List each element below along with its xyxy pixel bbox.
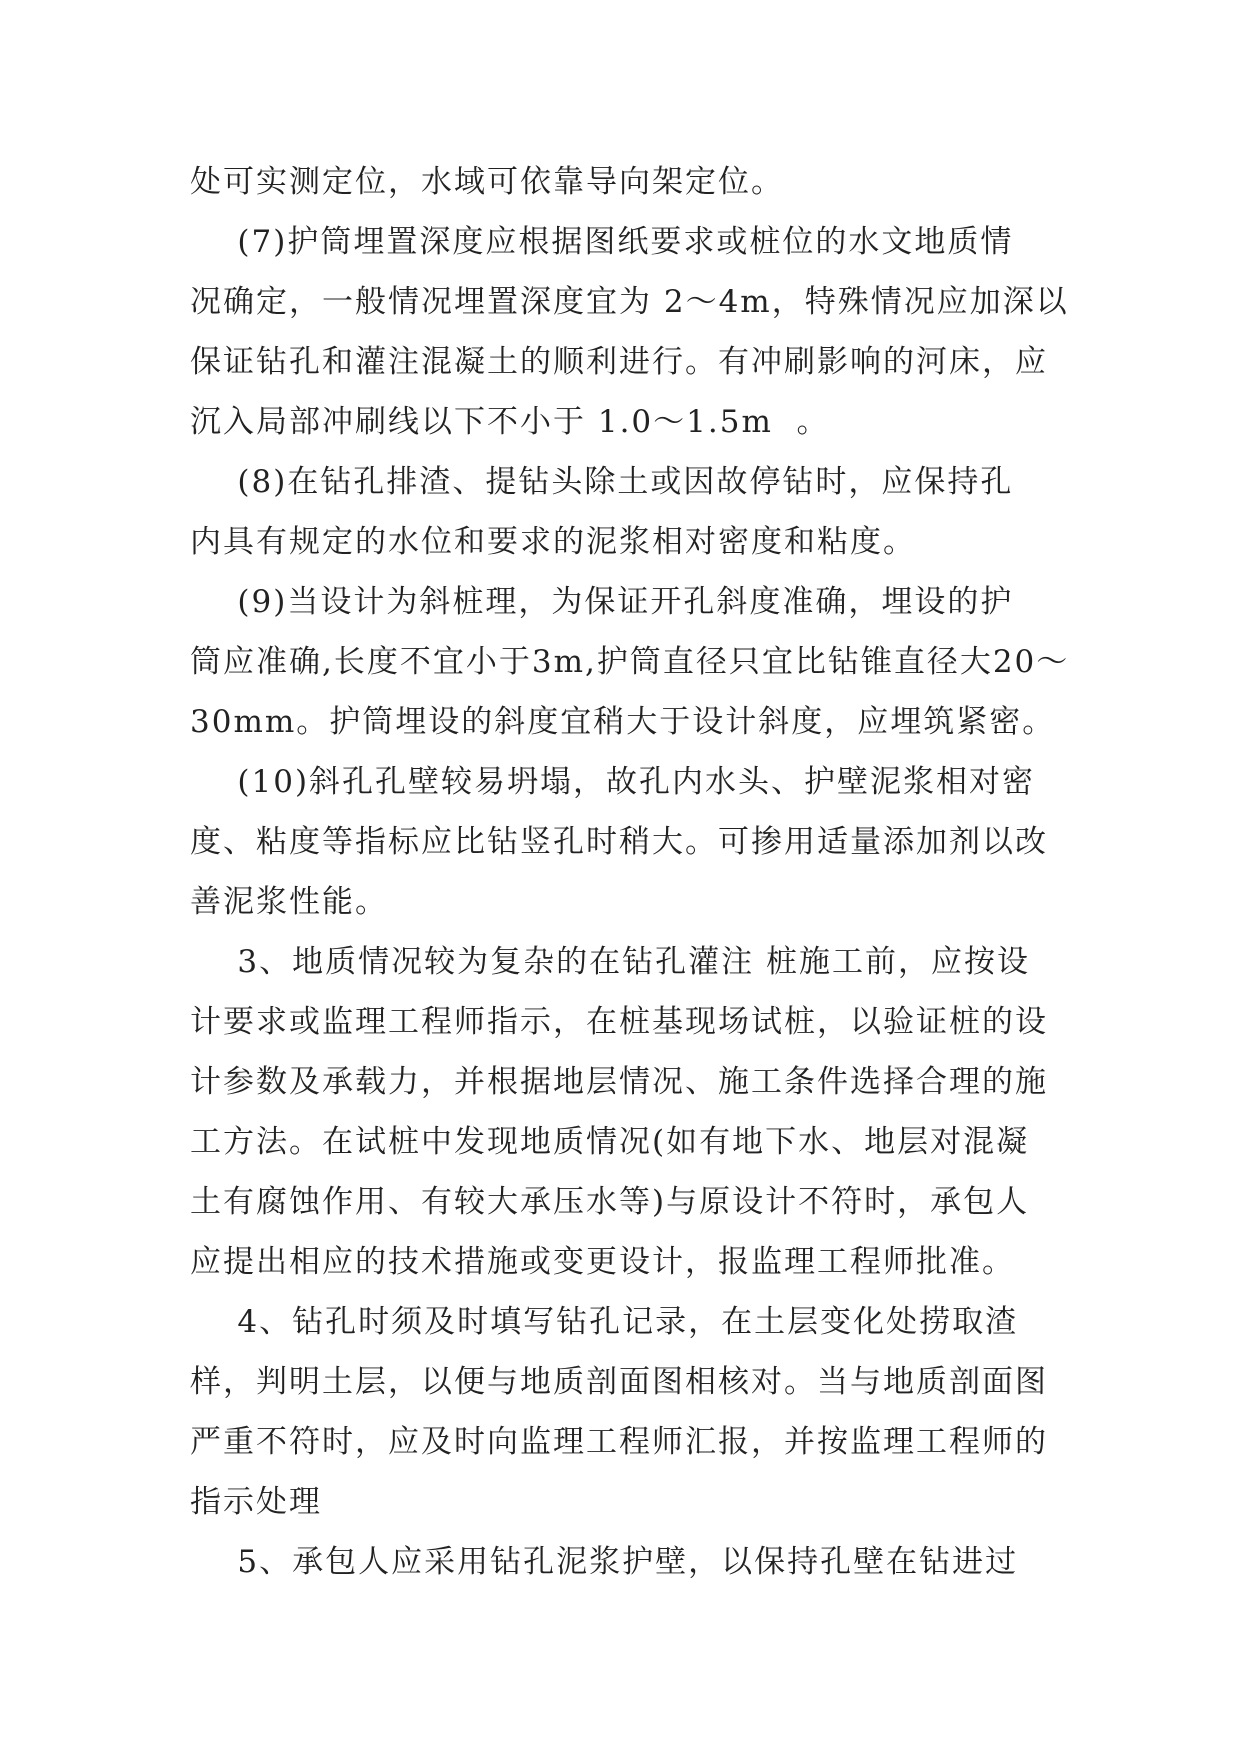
paragraph: [190, 452, 1050, 572]
text-line: 内具有规定的水位和要求的泥浆相对密度和粘度。: [190, 524, 916, 560]
text-line: 沉入局部冲刷线以下不小于 1.0～1.5m 。: [190, 404, 830, 440]
text-line: 土有腐蚀作用、有较大承压水等)与原设计不符时，承包人: [190, 1184, 1030, 1220]
text-line: 善泥浆性能。: [190, 884, 388, 920]
text-line: 5、承包人应采用钻孔泥浆护壁，以保持孔壁在钻进过: [190, 1544, 1019, 1580]
paragraph: [190, 572, 1070, 752]
text-line: 计要求或监理工程师指示，在桩基现场试桩，以验证桩的设: [190, 1004, 1048, 1040]
paragraph: [190, 212, 1069, 452]
text-line: 指示处理: [190, 1484, 322, 1520]
text-line: 3、地质情况较为复杂的在钻孔灌注 桩施工前，应按设: [190, 944, 1030, 980]
text-line: (10)斜孔孔壁较易坍塌，故孔内水头、护壁泥浆相对密: [190, 764, 1036, 800]
text-line: 度、粘度等指标应比钻竖孔时稍大。可掺用适量添加剂以改: [190, 824, 1048, 860]
paragraph: [190, 932, 1050, 1292]
text-line: 样，判明土层，以便与地质剖面图相核对。当与地质剖面图: [190, 1364, 1048, 1400]
text-line: 应提出相应的技术措施或变更设计，报监理工程师批准。: [190, 1244, 1015, 1280]
text-line: 保证钻孔和灌注混凝土的顺利进行。有冲刷影响的河床，应: [190, 344, 1048, 380]
text-line: 处可实测定位，水域可依靠导向架定位。: [190, 164, 784, 200]
paragraph: [190, 1292, 1050, 1532]
paragraph: [190, 1532, 1050, 1592]
paragraph: [190, 152, 1050, 212]
document-body: [190, 152, 1070, 1592]
text-line: 工方法。在试桩中发现地质情况(如有地下水、地层对混凝: [190, 1124, 1030, 1160]
text-line: 计参数及承载力，并根据地层情况、施工条件选择合理的施: [190, 1064, 1048, 1100]
text-line: 严重不符时，应及时向监理工程师汇报，并按监理工程师的: [190, 1424, 1048, 1460]
text-line: (7)护筒埋置深度应根据图纸要求或桩位的水文地质情: [190, 224, 1014, 260]
paragraph: [190, 752, 1050, 932]
text-line: (9)当设计为斜桩理，为保证开孔斜度准确，埋设的护: [190, 584, 1014, 620]
text-line: 况确定，一般情况埋置深度宜为 2～4m，特殊情况应加深以: [190, 284, 1069, 320]
text-line: 筒应准确,长度不宜小于3m,护筒直径只宜比钻锥直径大20～: [190, 644, 1070, 680]
text-line: 4、钻孔时须及时填写钻孔记录，在土层变化处捞取渣: [190, 1304, 1019, 1340]
text-line: 30mm。护筒埋设的斜度宜稍大于设计斜度，应埋筑紧密。: [190, 704, 1056, 740]
text-line: (8)在钻孔排渣、提钻头除土或因故停钻时，应保持孔: [190, 464, 1014, 500]
